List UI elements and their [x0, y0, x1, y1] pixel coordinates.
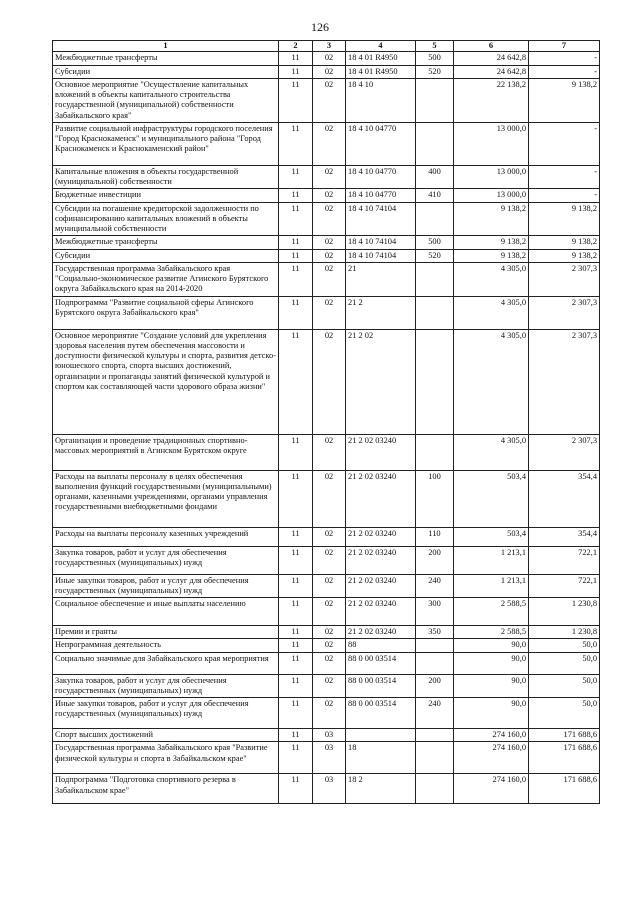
subsection-cell: 02	[313, 296, 346, 329]
amount-col6-cell: 1 213,1	[454, 546, 529, 574]
target-article-cell: 88 0 00 03514	[346, 652, 416, 674]
table-row	[53, 527, 600, 546]
amount-col6-cell: 2 588,5	[454, 626, 529, 639]
amount-col6-cell: 9 138,2	[454, 249, 529, 262]
section-cell: 11	[279, 262, 313, 296]
expense-type-cell	[416, 729, 454, 742]
table-row	[53, 236, 600, 249]
target-article-cell: 18 4 10	[346, 78, 416, 122]
target-article-cell	[346, 729, 416, 742]
expense-type-cell: 100	[416, 470, 454, 527]
budget-table	[52, 40, 600, 804]
amount-col6-cell: 90,0	[454, 639, 529, 652]
subsection-cell: 02	[313, 236, 346, 249]
row-name-cell: Спорт высших достижений	[53, 729, 279, 742]
table-row	[53, 296, 600, 329]
row-name-cell: Социально значимые для Забайкальского края мероприятия	[53, 652, 279, 674]
subsection-cell: 02	[313, 652, 346, 674]
expense-type-cell: 200	[416, 674, 454, 698]
section-cell: 11	[279, 598, 313, 626]
amount-col7-cell: -	[529, 52, 600, 65]
section-cell: 11	[279, 296, 313, 329]
target-article-cell: 21	[346, 262, 416, 296]
target-article-cell: 18 4 01 R4950	[346, 52, 416, 65]
amount-col7-cell: 9 138,2	[529, 202, 600, 236]
row-name-cell: Основное мероприятие "Создание условий для укрепления здоровья населения путем обеспечения массовости и доступности физической культуры и спорта, развития детско-юношеского спорта, спорта высших достижений, организации и пропаганды занятий физической культурой и спортом как составляющей части здорового образа жизни"	[53, 329, 279, 434]
target-article-cell: 18 4 10 04770	[346, 189, 416, 202]
subsection-cell: 02	[313, 189, 346, 202]
target-article-cell: 88 0 00 03514	[346, 674, 416, 698]
target-article-cell: 88 0 00 03514	[346, 698, 416, 729]
section-cell: 11	[279, 698, 313, 729]
amount-col7-cell: 171 688,6	[529, 742, 600, 774]
amount-col7-cell: 1 230,8	[529, 626, 600, 639]
subsection-cell: 02	[313, 165, 346, 189]
subsection-cell: 02	[313, 52, 346, 65]
amount-col6-cell: 9 138,2	[454, 202, 529, 236]
expense-type-cell	[416, 78, 454, 122]
subsection-cell: 02	[313, 527, 346, 546]
expense-type-cell	[416, 262, 454, 296]
expense-type-cell	[416, 774, 454, 804]
column-header: 3	[313, 41, 346, 52]
row-name-cell: Бюджетные инвестиции	[53, 189, 279, 202]
section-cell: 11	[279, 65, 313, 78]
target-article-cell: 21 2 02 03240	[346, 574, 416, 598]
subsection-cell: 03	[313, 774, 346, 804]
section-cell: 11	[279, 527, 313, 546]
target-article-cell: 18 4 10 74104	[346, 236, 416, 249]
section-cell: 11	[279, 329, 313, 434]
expense-type-cell	[416, 202, 454, 236]
expense-type-cell: 400	[416, 165, 454, 189]
table-row	[53, 774, 600, 804]
amount-col7-cell: 722,1	[529, 546, 600, 574]
table-row	[53, 189, 600, 202]
amount-col7-cell: 722,1	[529, 574, 600, 598]
section-cell: 11	[279, 165, 313, 189]
subsection-cell: 02	[313, 262, 346, 296]
amount-col7-cell: -	[529, 122, 600, 165]
amount-col6-cell: 274 160,0	[454, 742, 529, 774]
expense-type-cell: 520	[416, 249, 454, 262]
section-cell: 11	[279, 574, 313, 598]
column-header: 2	[279, 41, 313, 52]
column-header: 5	[416, 41, 454, 52]
row-name-cell: Социальное обеспечение и иные выплаты населению	[53, 598, 279, 626]
expense-type-cell	[416, 652, 454, 674]
subsection-cell: 02	[313, 698, 346, 729]
column-header: 4	[346, 41, 416, 52]
table-row	[53, 470, 600, 527]
target-article-cell: 21 2 02 03240	[346, 598, 416, 626]
amount-col7-cell: 171 688,6	[529, 729, 600, 742]
row-name-cell: Государственная программа Забайкальского края "Развитие физической культуры и спорта в Забайкальском крае"	[53, 742, 279, 774]
amount-col6-cell: 4 305,0	[454, 262, 529, 296]
expense-type-cell: 500	[416, 236, 454, 249]
subsection-cell: 03	[313, 729, 346, 742]
expense-type-cell: 240	[416, 698, 454, 729]
target-article-cell: 18	[346, 742, 416, 774]
subsection-cell: 02	[313, 574, 346, 598]
section-cell: 11	[279, 122, 313, 165]
target-article-cell: 18 4 01 R4950	[346, 65, 416, 78]
subsection-cell: 03	[313, 742, 346, 774]
row-name-cell: Иные закупки товаров, работ и услуг для обеспечения государственных (муниципальных) нужд	[53, 574, 279, 598]
section-cell: 11	[279, 774, 313, 804]
subsection-cell: 02	[313, 470, 346, 527]
amount-col6-cell: 4 305,0	[454, 296, 529, 329]
subsection-cell: 02	[313, 249, 346, 262]
amount-col6-cell: 503,4	[454, 527, 529, 546]
table-row	[53, 65, 600, 78]
subsection-cell: 02	[313, 122, 346, 165]
amount-col6-cell: 24 642,8	[454, 52, 529, 65]
amount-col6-cell: 90,0	[454, 698, 529, 729]
section-cell: 11	[279, 52, 313, 65]
expense-type-cell: 200	[416, 546, 454, 574]
amount-col6-cell: 13 000,0	[454, 122, 529, 165]
expense-type-cell: 500	[416, 52, 454, 65]
amount-col6-cell: 4 305,0	[454, 434, 529, 470]
section-cell: 11	[279, 236, 313, 249]
amount-col6-cell: 24 642,8	[454, 65, 529, 78]
table-row	[53, 249, 600, 262]
amount-col6-cell: 274 160,0	[454, 774, 529, 804]
table-row	[53, 729, 600, 742]
section-cell: 11	[279, 626, 313, 639]
target-article-cell: 88	[346, 639, 416, 652]
subsection-cell: 02	[313, 78, 346, 122]
amount-col7-cell: 9 138,2	[529, 78, 600, 122]
target-article-cell: 21 2 02 03240	[346, 527, 416, 546]
row-name-cell: Премии и гранты	[53, 626, 279, 639]
section-cell: 11	[279, 729, 313, 742]
amount-col6-cell: 13 000,0	[454, 189, 529, 202]
subsection-cell: 02	[313, 434, 346, 470]
section-cell: 11	[279, 546, 313, 574]
row-name-cell: Подпрограмма "Развитие социальной сферы Агинского Бурятского округа Забайкальского края"	[53, 296, 279, 329]
table-header-row	[53, 41, 600, 52]
table-row	[53, 652, 600, 674]
table-row	[53, 329, 600, 434]
row-name-cell: Иные закупки товаров, работ и услуг для обеспечения государственных (муниципальных) нужд	[53, 698, 279, 729]
table-row	[53, 165, 600, 189]
subsection-cell: 02	[313, 598, 346, 626]
subsection-cell: 02	[313, 674, 346, 698]
table-row	[53, 698, 600, 729]
amount-col7-cell: 354,4	[529, 527, 600, 546]
table-row	[53, 434, 600, 470]
amount-col7-cell: 2 307,3	[529, 296, 600, 329]
target-article-cell: 21 2 02 03240	[346, 434, 416, 470]
amount-col6-cell: 9 138,2	[454, 236, 529, 249]
table-row	[53, 52, 600, 65]
section-cell: 11	[279, 78, 313, 122]
amount-col7-cell: 2 307,3	[529, 434, 600, 470]
row-name-cell: Расходы на выплаты персоналу казенных учреждений	[53, 527, 279, 546]
subsection-cell: 02	[313, 65, 346, 78]
amount-col7-cell: -	[529, 189, 600, 202]
table-row	[53, 598, 600, 626]
table-row	[53, 262, 600, 296]
section-cell: 11	[279, 674, 313, 698]
amount-col6-cell: 1 213,1	[454, 574, 529, 598]
table-row	[53, 78, 600, 122]
amount-col7-cell: 9 138,2	[529, 249, 600, 262]
target-article-cell: 21 2 02 03240	[346, 546, 416, 574]
page-number: 126	[311, 20, 329, 34]
column-header: 7	[529, 41, 600, 52]
target-article-cell: 18 4 10 74104	[346, 202, 416, 236]
amount-col6-cell: 22 138,2	[454, 78, 529, 122]
column-header: 1	[53, 41, 279, 52]
target-article-cell: 21 2 02 03240	[346, 626, 416, 639]
column-header: 6	[454, 41, 529, 52]
amount-col7-cell: 50,0	[529, 652, 600, 674]
amount-col7-cell: 1 230,8	[529, 598, 600, 626]
amount-col7-cell: -	[529, 65, 600, 78]
amount-col7-cell: 50,0	[529, 674, 600, 698]
section-cell: 11	[279, 742, 313, 774]
section-cell: 11	[279, 434, 313, 470]
row-name-cell: Государственная программа Забайкальского края "Социально-экономическое развитие Агинского Бурятского округа Забайкальского края на 2014-2020	[53, 262, 279, 296]
amount-col6-cell: 90,0	[454, 652, 529, 674]
table-row	[53, 674, 600, 698]
row-name-cell: Основное мероприятие "Осуществление капитальных вложений в объекты капитального строительства государственной (муниципальной) собственности Забайкальского края"	[53, 78, 279, 122]
amount-col7-cell: 354,4	[529, 470, 600, 527]
target-article-cell: 21 2 02	[346, 329, 416, 434]
target-article-cell: 18 4 10 74104	[346, 249, 416, 262]
table-row	[53, 742, 600, 774]
section-cell: 11	[279, 639, 313, 652]
row-name-cell: Закупка товаров, работ и услуг для обеспечения государственных (муниципальных) нужд	[53, 546, 279, 574]
target-article-cell: 21 2	[346, 296, 416, 329]
target-article-cell: 18 4 10 04770	[346, 165, 416, 189]
target-article-cell: 18 2	[346, 774, 416, 804]
expense-type-cell	[416, 329, 454, 434]
section-cell: 11	[279, 249, 313, 262]
amount-col7-cell: 9 138,2	[529, 236, 600, 249]
target-article-cell: 21 2 02 03240	[346, 470, 416, 527]
row-name-cell: Межбюджетные трансферты	[53, 52, 279, 65]
expense-type-cell: 350	[416, 626, 454, 639]
subsection-cell: 02	[313, 329, 346, 434]
row-name-cell: Субсидии на погашение кредиторской задолженности по софинансированию капитальных вложений в объекты муниципальной собственности	[53, 202, 279, 236]
expense-type-cell	[416, 122, 454, 165]
row-name-cell: Организация и проведение традиционных спортивно-массовых мероприятий в Агинском Бурятском округе	[53, 434, 279, 470]
table-row	[53, 546, 600, 574]
subsection-cell: 02	[313, 626, 346, 639]
amount-col6-cell: 13 000,0	[454, 165, 529, 189]
section-cell: 11	[279, 189, 313, 202]
expense-type-cell	[416, 296, 454, 329]
row-name-cell: Подпрограмма "Подготовка спортивного резерва в Забайкальском крае"	[53, 774, 279, 804]
row-name-cell: Развитие социальной инфраструктуры городского поселения "Город Краснокаменск" и муниципального района "Город Краснокаменск и Краснокаменский район"	[53, 122, 279, 165]
expense-type-cell	[416, 639, 454, 652]
expense-type-cell: 520	[416, 65, 454, 78]
amount-col7-cell: 2 307,3	[529, 329, 600, 434]
amount-col7-cell: -	[529, 165, 600, 189]
section-cell: 11	[279, 202, 313, 236]
row-name-cell: Межбюджетные трансферты	[53, 236, 279, 249]
expense-type-cell: 300	[416, 598, 454, 626]
amount-col6-cell: 2 588,5	[454, 598, 529, 626]
row-name-cell: Субсидии	[53, 249, 279, 262]
row-name-cell: Субсидии	[53, 65, 279, 78]
target-article-cell: 18 4 10 04770	[346, 122, 416, 165]
amount-col6-cell: 4 305,0	[454, 329, 529, 434]
subsection-cell: 02	[313, 202, 346, 236]
row-name-cell: Расходы на выплаты персоналу в целях обеспечения выполнения функций государственными (муниципальными) органами, казенными учреждениями, органами управления государственными внебюджетными фондами	[53, 470, 279, 527]
amount-col7-cell: 50,0	[529, 639, 600, 652]
table-row	[53, 202, 600, 236]
expense-type-cell: 410	[416, 189, 454, 202]
expense-type-cell	[416, 434, 454, 470]
section-cell: 11	[279, 652, 313, 674]
amount-col7-cell: 50,0	[529, 698, 600, 729]
table-row	[53, 626, 600, 639]
amount-col7-cell: 2 307,3	[529, 262, 600, 296]
amount-col6-cell: 274 160,0	[454, 729, 529, 742]
row-name-cell: Закупка товаров, работ и услуг для обеспечения государственных (муниципальных) нужд	[53, 674, 279, 698]
subsection-cell: 02	[313, 546, 346, 574]
table-row	[53, 122, 600, 165]
table-row	[53, 639, 600, 652]
expense-type-cell	[416, 742, 454, 774]
table-row	[53, 574, 600, 598]
section-cell: 11	[279, 470, 313, 527]
subsection-cell: 02	[313, 639, 346, 652]
row-name-cell: Непрограммная деятельность	[53, 639, 279, 652]
expense-type-cell: 240	[416, 574, 454, 598]
amount-col6-cell: 503,4	[454, 470, 529, 527]
row-name-cell: Капитальные вложения в объекты государственной (муниципальной) собственности	[53, 165, 279, 189]
expense-type-cell: 110	[416, 527, 454, 546]
amount-col6-cell: 90,0	[454, 674, 529, 698]
amount-col7-cell: 171 688,6	[529, 774, 600, 804]
